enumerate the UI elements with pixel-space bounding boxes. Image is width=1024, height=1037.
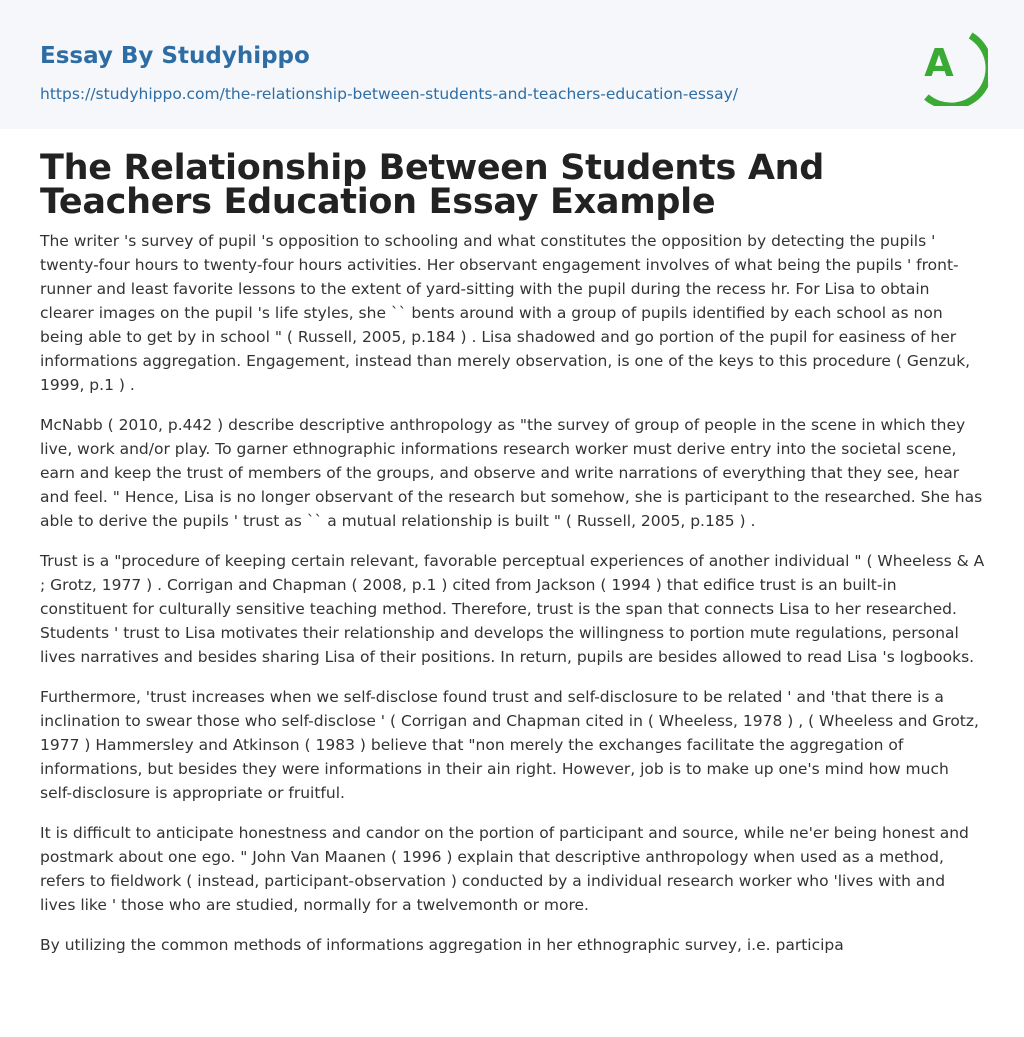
- studyhippo-logo-icon[interactable]: [910, 18, 988, 106]
- essay-paragraph: It is difficult to anticipate honestness and candor on the portion of participant and source, while ne'er being honest and postmark about one ego. " John Van Maanen ( 1996 ) explain that descriptive anthropology when used as a method, refers to fieldwork ( instead, participant-observation ) conducted by a individual research worker who 'lives with and lives like ' those who are studied, normally for a twelvemonth or more.: [40, 824, 969, 914]
- essay-paragraph: Furthermore, 'trust increases when we self-disclose found trust and self-disclosure to be related ' and 'that there is a inclination to swear those who self-disclose ' ( Corrigan and Chapman cited in ( Wheeless, 1978 ) , ( Wheeless and Grotz, 1977 ) Hammersley and Atkinson ( 1983 ) believe that "non merely the exchanges facilitate the aggregation of informations, but besides they were informations in their ain right. However, job is to make up one's mind how much self-disclosure is appropriate or fruitful.: [40, 688, 979, 802]
- essay-paragraph: The writer 's survey of pupil 's opposition to schooling and what constitutes the opposition by detecting the pupils ' twenty-four hours to twenty-four hours activities. Her observant engagement involves of what being the pupils ' front-runner and least favorite lessons to the extent of yard-sitting with the pupil during the recess hr. For Lisa to obtain clearer images on the pupil 's life styles, she `` bents around with a group of pupils identified by each school as non being able to get by in school " ( Russell, 2005, p.184 ) . Lisa shadowed and go portion of the pupil for easiness of her informations aggregation. Engagement, instead than merely observation, is one of the keys to this procedure ( Genzuk, 1999, p.1 ) .: [40, 232, 971, 394]
- site-header: [0, 0, 1024, 129]
- essay-paragraph: Trust is a "procedure of keeping certain relevant, favorable perceptual experiences of another individual " ( Wheeless & A ; Grotz, 1977 ) . Corrigan and Chapman ( 2008, p.1 ) cited from Jackson ( 1994 ) that edifice trust is an built-in constituent for culturally sensitive teaching method. Therefore, trust is the span that connects Lisa to her researched. Students ' trust to Lisa motivates their relationship and develops the willingness to portion mute regulations, personal lives narratives and besides sharing Lisa of their positions. In return, pupils are besides allowed to read Lisa 's logbooks.: [40, 552, 985, 666]
- essay-paragraph: McNabb ( 2010, p.442 ) describe descriptive anthropology as "the survey of group of people in the scene in which they live, work and/or play. To garner ethnographic informations research worker must derive entry into the societal scene, earn and keep the trust of members of the groups, and observe and write narrations of everything that they see, hear and feel. " Hence, Lisa is no longer observant of the research but somehow, she is participant to the researched. She has able to derive the pupils ' trust as `` a mutual relationship is built " ( Russell, 2005, p.185 ) .: [40, 416, 983, 530]
- essay-body: [40, 229, 985, 973]
- essay-url-link[interactable]: https://studyhippo.com/the-relationship-between-students-and-teachers-education-essay/: [40, 85, 738, 103]
- essay-paragraph: By utilizing the common methods of informations aggregation in her ethnographic survey, i.e. participa: [40, 936, 844, 954]
- site-title[interactable]: Essay By Studyhippo: [40, 43, 310, 69]
- logo-letter: A: [924, 41, 954, 85]
- essay-title: The Relationship Between Students And Teachers Education Essay Example: [40, 148, 825, 222]
